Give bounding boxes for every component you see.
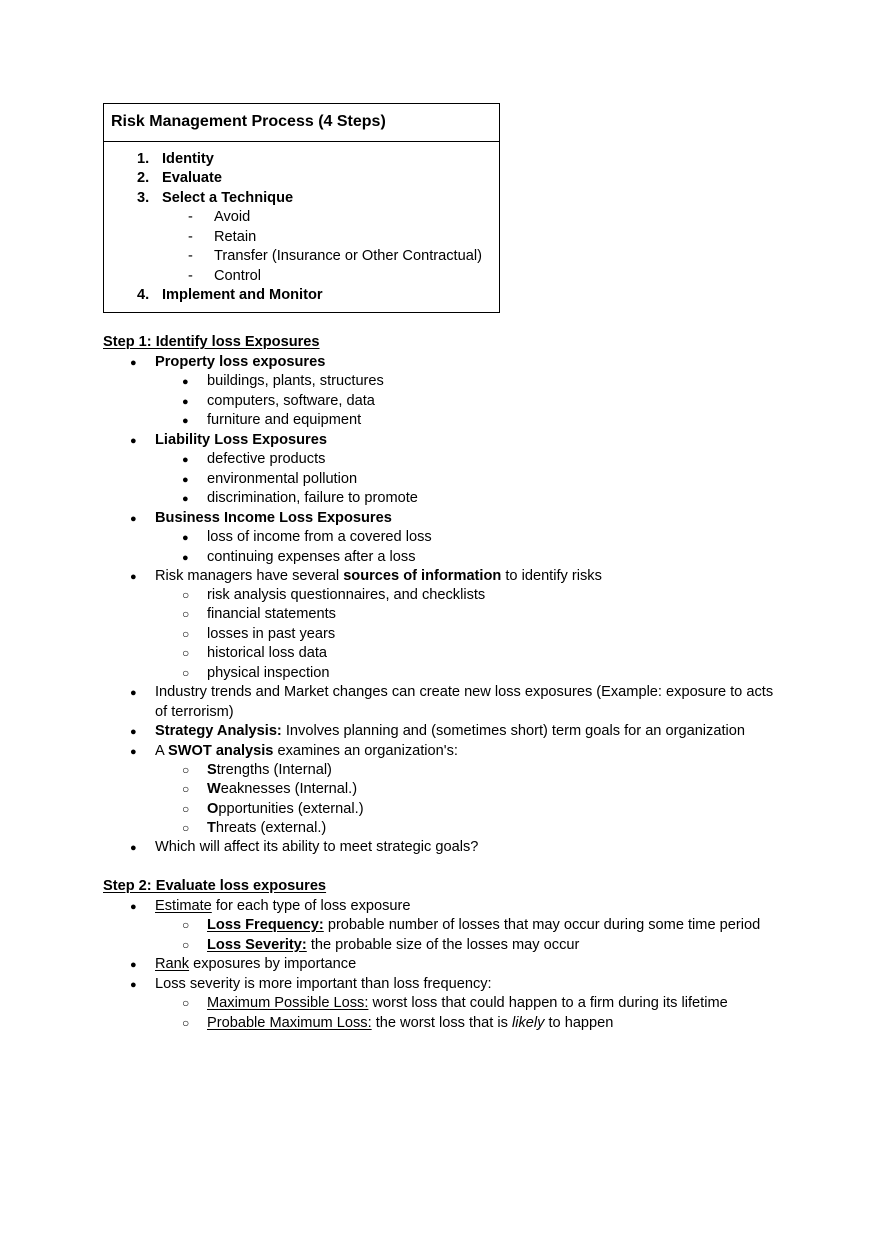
swot-item xyxy=(207,780,357,799)
bullet-icon xyxy=(130,722,137,741)
bullet-icon xyxy=(130,897,137,916)
severity-line xyxy=(207,936,579,955)
frequency-rest: probable number of losses that may occur during some time period xyxy=(323,917,761,933)
list-item: losses in past years xyxy=(207,626,336,642)
swot-letter: W xyxy=(207,781,221,797)
list-item: continuing expenses after a loss xyxy=(207,549,416,565)
mpl-label: Maximum Possible Loss: xyxy=(207,995,369,1011)
hollow-bullet-icon xyxy=(182,916,189,935)
dash-marker: - xyxy=(188,268,193,284)
list-item: buildings, plants, structures xyxy=(207,373,384,389)
technique-item: Control xyxy=(214,268,262,284)
pml-rest-2: to happen xyxy=(544,1015,614,1031)
step-label-select-technique: Select a Technique xyxy=(162,190,294,206)
liability-label: Liability Loss Exposures xyxy=(155,432,327,448)
bullet-icon xyxy=(182,372,189,391)
list-item: defective products xyxy=(207,451,326,467)
step-label-evaluate: Evaluate xyxy=(162,170,223,186)
step-number: 1. xyxy=(137,151,150,167)
hollow-bullet-icon xyxy=(182,761,189,780)
swot-letter: T xyxy=(207,820,216,836)
dash-marker: - xyxy=(188,209,193,225)
bullet-icon xyxy=(182,548,189,567)
hollow-bullet-icon xyxy=(182,644,189,663)
swot-item xyxy=(207,819,326,838)
frequency-line xyxy=(207,916,760,935)
bullet-icon xyxy=(130,431,137,450)
dash-marker: - xyxy=(188,229,193,245)
bullet-icon xyxy=(130,975,137,994)
technique-item: Retain xyxy=(214,229,257,245)
technique-item: Transfer (Insurance or Other Contractual) xyxy=(214,248,482,264)
sources-post: to identify risks xyxy=(501,568,602,584)
swot-post: examines an organization's: xyxy=(273,743,458,759)
swot-item xyxy=(207,761,332,780)
pml-line xyxy=(207,1014,613,1033)
hollow-bullet-icon xyxy=(182,780,189,799)
rank-rest: exposures by importance xyxy=(189,956,357,972)
rank-word: Rank xyxy=(155,956,190,972)
hollow-bullet-icon xyxy=(182,994,189,1013)
estimate-rest: for each type of loss exposure xyxy=(211,898,411,914)
step-number: 4. xyxy=(137,287,150,303)
hollow-bullet-icon xyxy=(182,625,189,644)
estimate-line xyxy=(155,897,411,916)
hollow-bullet-icon xyxy=(182,800,189,819)
bullet-icon xyxy=(130,509,137,528)
rank-line xyxy=(155,955,356,974)
summary-title: Risk Management Process (4 Steps) xyxy=(104,104,499,142)
bullet-icon xyxy=(182,528,189,547)
sources-bold: sources of information xyxy=(343,568,502,584)
list-item: financial statements xyxy=(207,606,336,622)
bullet-icon xyxy=(130,742,137,761)
hollow-bullet-icon xyxy=(182,819,189,838)
bullet-icon xyxy=(130,353,137,372)
pml-italic: likely xyxy=(511,1015,545,1031)
step-number: 2. xyxy=(137,170,150,186)
list-item: risk analysis questionnaires, and checklists xyxy=(207,587,486,603)
pml-rest-1: the worst loss that is xyxy=(371,1015,512,1031)
industry-line-2: of terrorism) xyxy=(155,704,234,720)
step-label-identity: Identity xyxy=(162,151,214,167)
swot-letter: O xyxy=(207,801,219,817)
which-line: Which will affect its ability to meet strategic goals? xyxy=(155,839,479,855)
hollow-bullet-icon xyxy=(182,664,189,683)
swot-letter: S xyxy=(207,762,217,778)
business-label: Business Income Loss Exposures xyxy=(155,510,392,526)
list-item: environmental pollution xyxy=(207,471,358,487)
list-item: computers, software, data xyxy=(207,393,375,409)
bullet-icon xyxy=(130,683,137,702)
estimate-word: Estimate xyxy=(155,898,212,914)
bullet-icon xyxy=(182,470,189,489)
bullet-icon xyxy=(182,411,189,430)
swot-rest: hreats (external.) xyxy=(215,820,327,836)
hollow-bullet-icon xyxy=(182,605,189,624)
bullet-icon xyxy=(182,450,189,469)
strategy-bold: Strategy Analysis: xyxy=(155,723,282,739)
industry-line-1: Industry trends and Market changes can create new loss exposures (Example: exposure to acts xyxy=(155,684,774,700)
hollow-bullet-icon xyxy=(182,1014,189,1033)
bullet-icon xyxy=(130,955,137,974)
step-number: 3. xyxy=(137,190,150,206)
bullet-icon xyxy=(182,392,189,411)
list-item: discrimination, failure to promote xyxy=(207,490,418,506)
property-label: Property loss exposures xyxy=(155,354,326,370)
importance-line: Loss severity is more important than loss frequency: xyxy=(155,976,492,992)
step2-heading: Step 2: Evaluate loss exposures xyxy=(103,878,327,894)
list-item: historical loss data xyxy=(207,645,328,661)
list-item: furniture and equipment xyxy=(207,412,362,428)
hollow-bullet-icon xyxy=(182,936,189,955)
swot-line xyxy=(155,742,458,761)
swot-rest: pportunities (external.) xyxy=(218,801,364,817)
hollow-bullet-icon xyxy=(182,586,189,605)
step1-heading: Step 1: Identify loss Exposures xyxy=(103,334,320,350)
summary-box xyxy=(103,103,500,313)
swot-pre: A xyxy=(155,743,168,759)
swot-rest: trengths (Internal) xyxy=(216,762,332,778)
mpl-rest: worst loss that could happen to a firm during its lifetime xyxy=(368,995,728,1011)
bullet-icon xyxy=(130,838,137,857)
list-item: loss of income from a covered loss xyxy=(207,529,432,545)
sources-pre: Risk managers have several xyxy=(155,568,344,584)
swot-item xyxy=(207,800,364,819)
dash-marker: - xyxy=(188,248,193,264)
severity-label: Loss Severity: xyxy=(207,937,307,953)
bullet-icon xyxy=(130,567,137,586)
step-label-implement-monitor: Implement and Monitor xyxy=(162,287,323,303)
bullet-icon xyxy=(182,489,189,508)
frequency-label: Loss Frequency: xyxy=(207,917,324,933)
technique-item: Avoid xyxy=(214,209,251,225)
strategy-line xyxy=(155,722,745,741)
sources-line xyxy=(155,567,602,586)
swot-rest: eaknesses (Internal.) xyxy=(220,781,358,797)
swot-bold: SWOT analysis xyxy=(167,743,274,759)
list-item: physical inspection xyxy=(207,665,330,681)
mpl-line xyxy=(207,994,728,1013)
severity-rest: the probable size of the losses may occur xyxy=(306,937,580,953)
pml-label: Probable Maximum Loss: xyxy=(207,1015,372,1031)
strategy-rest: Involves planning and (sometimes short) term goals for an organization xyxy=(281,723,745,739)
